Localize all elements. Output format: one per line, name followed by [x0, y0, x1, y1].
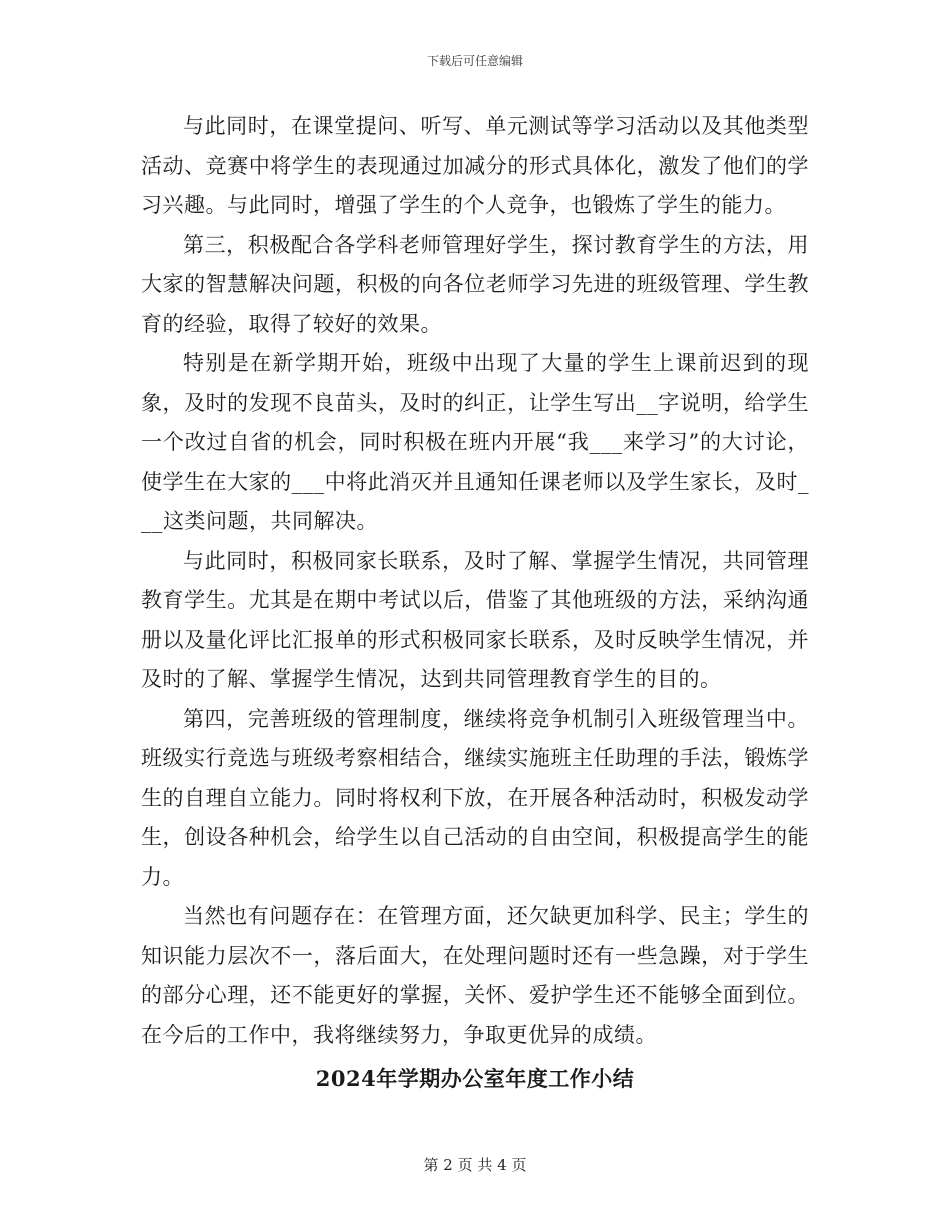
document-body [141, 107, 809, 1098]
page-header: 下载后可任意编辑 [426, 54, 523, 68]
paragraph: 与此同时，积极同家长联系，及时了解、掌握学生情况，共同管理教育学生。尤其是在期中考试以后，借鉴了其他班级的方法，采纳沟通册以及量化评比汇报单的形式积极同家长联系，及时反映学生情况，并及时的了解、掌握学生情况，达到共同管理教育学生的目的。 [141, 548, 809, 691]
paragraph: 第三，积极配合各学科老师管理好学生，探讨教育学生的方法，用大家的智慧解决问题，积极的向各位老师学习先进的班级管理、学生教育的经验，取得了较好的效果。 [141, 232, 809, 336]
page-number: 第 2 页 共 4 页 [423, 1156, 527, 1174]
paragraph: 与此同时，在课堂提问、听写、单元测试等学习活动以及其他类型活动、竞赛中将学生的表现通过加减分的形式具体化，激发了他们的学习兴趣。与此同时，增强了学生的个人竞争，也锻炼了学生的能力。 [141, 114, 809, 217]
paragraph: 特别是在新学期开始，班级中出现了大量的学生上课前迟到的现象，及时的发现不良苗头，及时的纠正，让学生写出__字说明，给学生一个改过自省的机会，同时积极在班内开展“我___来学习”的大讨论，使学生在大家的___中将此消灭并且通知任课老师以及学生家长，及时___这类问题，共同解决。 [141, 351, 809, 533]
paragraph: 当然也有问题存在：在管理方面，还欠缺更加科学、民主；学生的知识能力层次不一，落后面大，在处理问题时还有一些急躁，对于学生的部分心理，还不能更好的掌握，关怀、爱护学生还不能够全面到位。在今后的工作中，我将继续努力，争取更优异的成绩。 [141, 904, 809, 1047]
section-title: 2024年学期办公室年度工作小结 [315, 1066, 635, 1091]
paragraph: 第四，完善班级的管理制度，继续将竞争机制引入班级管理当中。班级实行竞选与班级考察相结合，继续实施班主任助理的手法，锻炼学生的自理自立能力。同时将权利下放，在开展各种活动时，积极发动学生，创设各种机会，给学生以自己活动的自由空间，积极提高学生的能力。 [141, 706, 809, 889]
